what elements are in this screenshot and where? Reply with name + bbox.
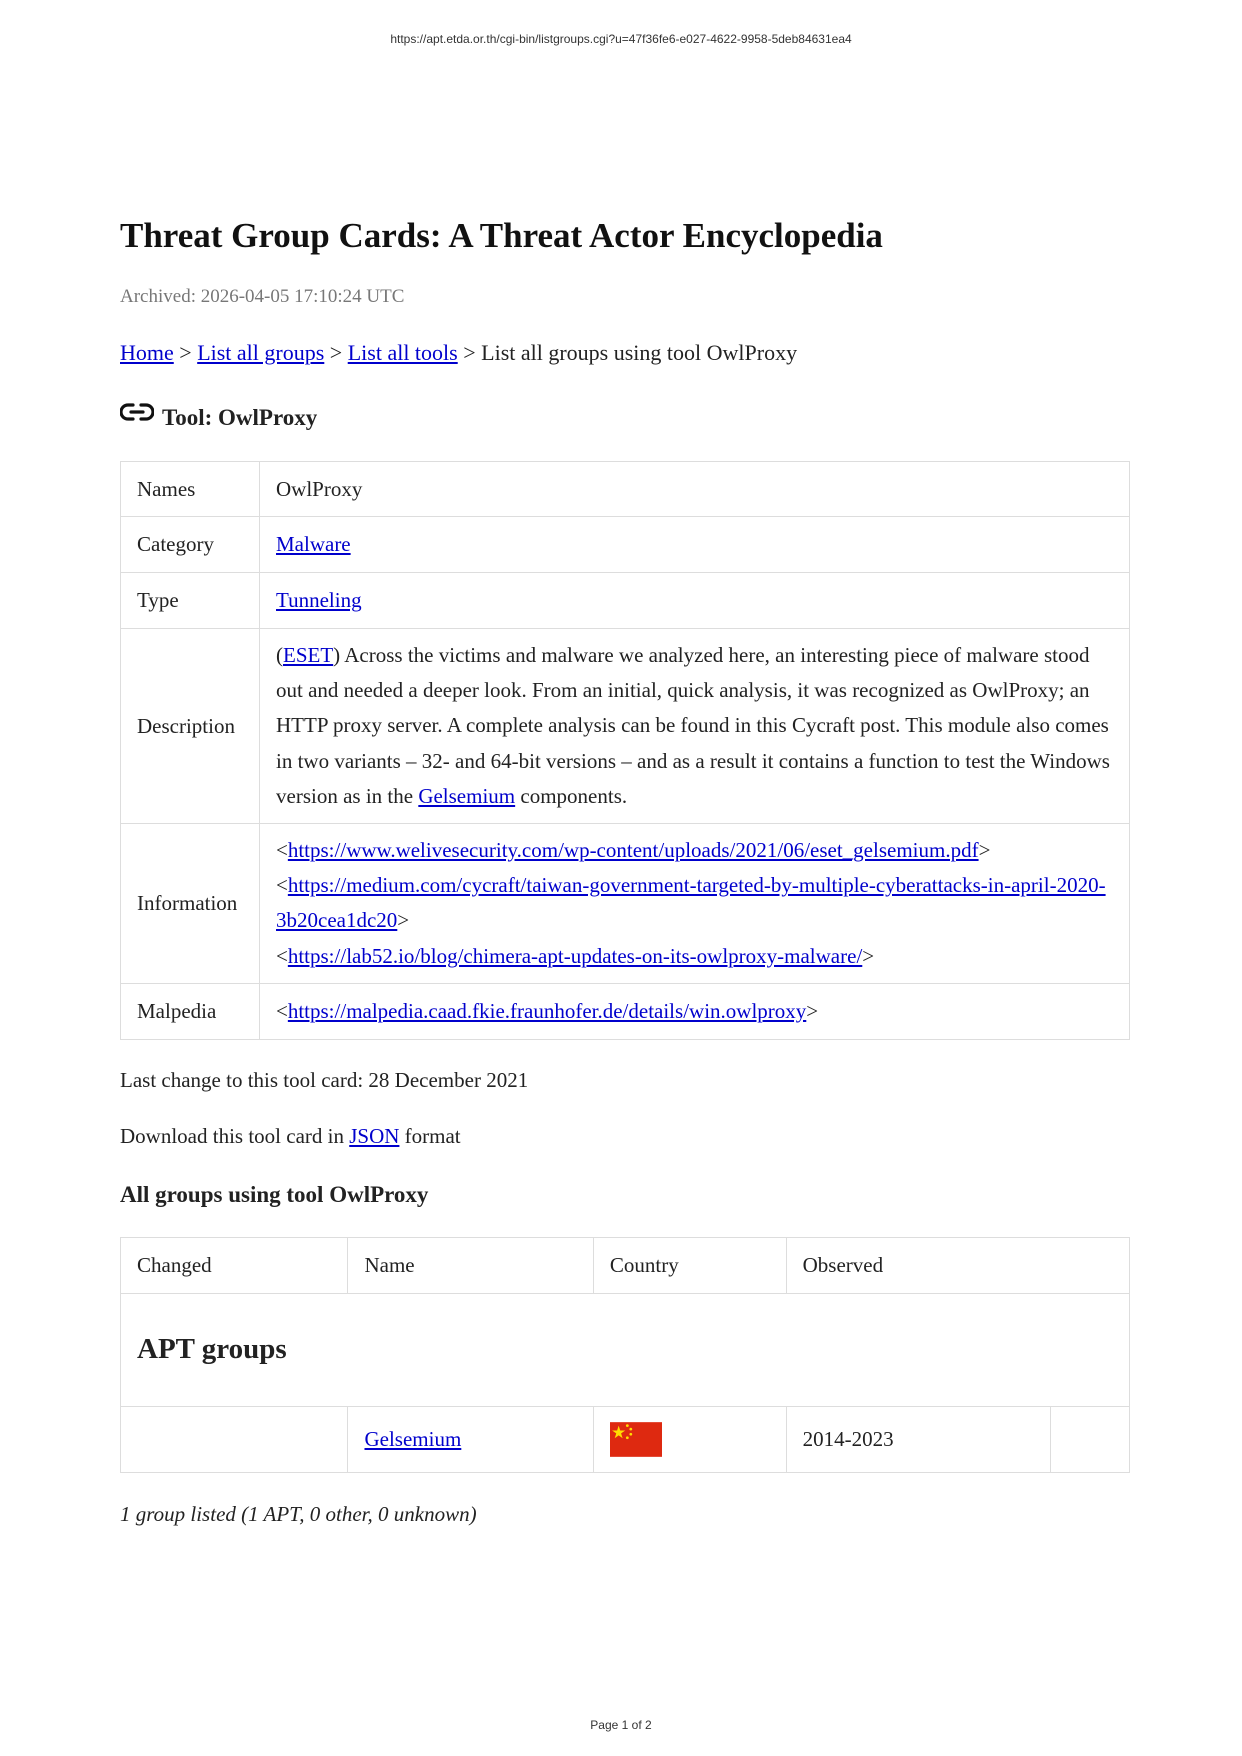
main-content [120, 212, 1130, 1529]
information-label: Information [121, 824, 260, 984]
extra-cell [1050, 1406, 1129, 1472]
tool-heading [120, 398, 1130, 438]
json-download-link[interactable]: JSON [349, 1123, 400, 1148]
breadcrumb [120, 338, 1130, 368]
malpedia-label: Malpedia [121, 983, 260, 1039]
description-source-link[interactable]: ESET [283, 643, 334, 667]
country-cell [593, 1406, 786, 1472]
download-line [120, 1121, 1130, 1151]
archived-timestamp: Archived: 2026-04-05 17:10:24 UTC [120, 286, 405, 307]
description-cell: (ESET) Across the victims and malware we analyzed here, an interesting piece of malware stood out and needed a deeper look. From an initial, quick analysis, it was recognized as OwlProxy; an HTTP proxy server. A complete analysis can be found in this Cycraft post. This module also comes in two variants – 32- and 64-bit versions – and as a result it contains a function to test the Windows version as in the Gelsemium components. [260, 629, 1130, 824]
type-label: Type [121, 573, 260, 629]
malpedia-link[interactable]: https://malpedia.caad.fkie.fraunhofer.de/details/win.owlproxy [287, 998, 807, 1023]
information-link[interactable]: https://lab52.io/blog/chimera-apt-updates-on-its-owlproxy-malware/ [287, 943, 863, 968]
link-icon [120, 402, 154, 422]
description-label: Description [121, 629, 260, 824]
table-row [121, 1406, 1130, 1472]
table-row [121, 573, 1130, 629]
tool-card-table [120, 461, 1130, 1040]
type-cell [260, 573, 1130, 629]
page-url-header: https://apt.etda.or.th/cgi-bin/listgroups.cgi?u=47f36fe6-e027-4622-9958-5deb84631ea4 [390, 32, 852, 46]
section-title-apt-groups: APT groups [121, 1293, 1130, 1406]
column-header-name[interactable]: Name [348, 1237, 593, 1293]
column-header-changed[interactable]: Changed [121, 1237, 348, 1293]
column-header-observed[interactable]: Observed [786, 1237, 1129, 1293]
changed-cell [121, 1406, 348, 1472]
table-row [121, 824, 1130, 984]
table-row [121, 629, 1130, 824]
column-header-country[interactable]: Country [593, 1237, 786, 1293]
section-row [121, 1293, 1130, 1406]
type-link[interactable]: Tunneling [276, 588, 362, 612]
group-link-gelsemium[interactable]: Gelsemium [364, 1426, 462, 1451]
tool-heading-text: Tool: OwlProxy [162, 405, 318, 430]
last-change-text: Last change to this tool card: 28 December 2021 [120, 1067, 529, 1092]
download-prefix: Download this tool card in [120, 1123, 350, 1148]
page-footer: Page 1 of 2 [590, 1718, 652, 1732]
table-row [121, 462, 1130, 517]
names-value: OwlProxy [260, 462, 1130, 517]
breadcrumb-separator: > [179, 340, 192, 365]
groups-table [120, 1237, 1130, 1473]
breadcrumb-list-groups-link[interactable]: List all groups [197, 340, 325, 365]
names-label: Names [121, 462, 260, 517]
malpedia-cell: <https://malpedia.caad.fkie.fraunhofer.de/details/win.owlproxy> [260, 983, 1130, 1039]
table-header-row [121, 1237, 1130, 1293]
breadcrumb-list-tools-link[interactable]: List all tools [347, 340, 458, 365]
table-row [121, 517, 1130, 573]
table-row [121, 983, 1130, 1039]
information-item: <https://lab52.io/blog/chimera-apt-updates-on-its-owlproxy-malware/> [276, 943, 875, 968]
information-item: <https://www.welivesecurity.com/wp-content/uploads/2021/06/eset_gelsemium.pdf> [276, 838, 991, 863]
groups-heading: All groups using tool OwlProxy [120, 1181, 429, 1207]
china-flag-icon [610, 1422, 662, 1457]
groups-summary: 1 group listed (1 APT, 0 other, 0 unknown) [120, 1501, 477, 1526]
page-title: Threat Group Cards: A Threat Actor Encyclopedia [120, 216, 883, 255]
name-cell [348, 1406, 593, 1472]
information-item: <https://medium.com/cycraft/taiwan-government-targeted-by-multiple-cyberattacks-in-april-2020-3b20cea1dc20> [276, 873, 1106, 933]
information-link[interactable]: https://www.welivesecurity.com/wp-content/uploads/2021/06/eset_gelsemium.pdf [287, 838, 979, 863]
information-cell [260, 824, 1130, 984]
breadcrumb-separator: > [329, 340, 343, 365]
description-gelsemium-link[interactable]: Gelsemium [418, 783, 516, 808]
category-label: Category [121, 517, 260, 573]
information-link[interactable]: https://medium.com/cycraft/taiwan-government-targeted-by-multiple-cyberattacks-in-april-2020-3b20cea1dc20 [276, 873, 1106, 933]
breadcrumb-current: List all groups using tool OwlProxy [481, 340, 798, 365]
breadcrumb-separator: > [463, 340, 476, 365]
category-cell [260, 517, 1130, 573]
description-text-end: components. [515, 783, 628, 808]
download-suffix: format [399, 1123, 461, 1148]
observed-cell: 2014-2023 [786, 1406, 1050, 1472]
description-text: ) Across the victims and malware we analyzed here, an interesting piece of malware stood out and needed a deeper look. From an initial, quick analysis, it was recognized as OwlProxy; an HTTP proxy server. A complete analysis can be found in this Cycraft post. This module also comes in two variants – 32- and 64-bit versions – and as a result it contains a function to test the Windows version as in the [276, 643, 1110, 808]
breadcrumb-home-link[interactable]: Home [120, 340, 174, 365]
category-link[interactable]: Malware [276, 532, 351, 556]
